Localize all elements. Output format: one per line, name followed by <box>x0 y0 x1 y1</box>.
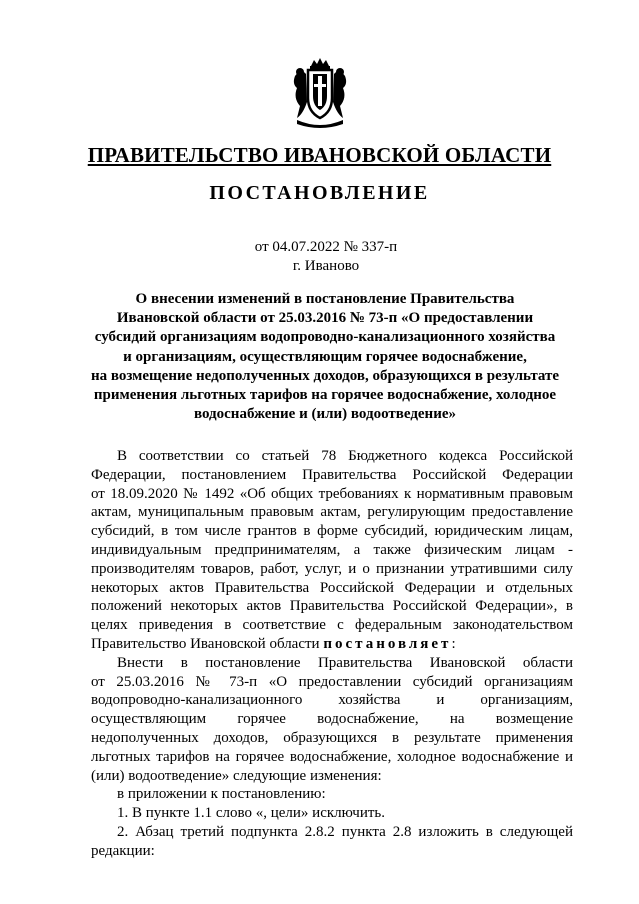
document-meta <box>0 238 639 276</box>
subject-line: применения льготных тарифов на горячее водоснабжение, холодное <box>93 387 557 404</box>
document-date-number: от 04.07.2022 № 337-п <box>254 239 398 255</box>
subject-line: на возмещение недополученных доходов, образующихся в результате <box>90 367 560 384</box>
subject-line: водоснабжение и (или) водоотведение» <box>193 406 457 423</box>
body-line: целях приведения в соответствие с федеральным законодательством <box>91 617 573 634</box>
body-line: индивидуальным предпринимателям, а также физическим лицам - <box>91 541 573 558</box>
body-line: положений некоторых актов Правительства Российской Федерации», в <box>91 598 573 615</box>
subject-line: и организациям, осуществляющим горячее водоснабжение, <box>123 348 527 365</box>
document-body <box>91 447 573 861</box>
body-line: от 18.09.2020 № 1492 «Об общих требованиях к нормативным правовым <box>91 485 573 502</box>
subject-line: О внесении изменений в постановление Правительства <box>135 291 515 307</box>
body-line: от 25.03.2016 № 73-п «О предоставлении субсидий организациям <box>91 673 573 690</box>
body-line: в приложении к постановлению: <box>117 786 326 803</box>
body-line: производителям товаров, работ, услуг, и о признании утратившими силу <box>91 560 573 577</box>
body-line: редакции: <box>91 842 155 859</box>
organization-title: ПРАВИТЕЛЬСТВО ИВАНОВСКОЙ ОБЛАСТИ <box>87 143 552 167</box>
body-line: 1. В пункте 1.1 слово «, цели» исключить. <box>117 805 385 822</box>
resolve-suffix: : <box>451 635 456 652</box>
body-line: актам, муниципальным правовым актам, регулирующим предоставление <box>91 504 573 521</box>
resolve-prefix: Правительство Ивановской области <box>91 635 324 652</box>
body-line: льготных тарифов на горячее водоснабжение, холодное водоснабжение и <box>91 748 573 765</box>
body-line: некоторых актов Правительства Российской Федерации и отдельных <box>91 579 573 596</box>
body-line: водопроводно-канализационного хозяйства и организациям, <box>91 692 573 709</box>
body-line: 2. Абзац третий подпункта 2.8.2 пункта 2.8 изложить в следующей <box>117 823 573 840</box>
body-line: недополученных доходов, образующихся в результате применения <box>91 729 573 746</box>
body-line: Внести в постановление Правительства Ивановской области <box>117 654 573 671</box>
body-line-resolve <box>91 635 573 654</box>
body-line: Федерации, постановлением Правительства Российской Федерации <box>91 466 573 483</box>
resolve-keyword: постановляет <box>323 635 452 652</box>
coat-of-arms-icon <box>291 58 349 128</box>
subject-line: субсидий организациям водопроводно-канализационного хозяйства <box>94 329 556 346</box>
document-type-heading: ПОСТАНОВЛЕНИЕ <box>209 182 430 204</box>
document-city: г. Иваново <box>292 258 360 274</box>
document-subject <box>80 290 570 424</box>
body-line: осуществляющим горячее водоснабжение, на возмещение <box>91 711 573 728</box>
body-line: В соответствии со статьей 78 Бюджетного кодекса Российской <box>117 448 573 464</box>
subject-line: Ивановской области от 25.03.2016 № 73-п «О предоставлении <box>116 310 534 327</box>
body-line: (или) водоотведение» следующие изменения: <box>91 767 382 784</box>
body-line: субсидий, в том числе грантов в форме субсидий, юридическим лицам, <box>91 523 573 540</box>
